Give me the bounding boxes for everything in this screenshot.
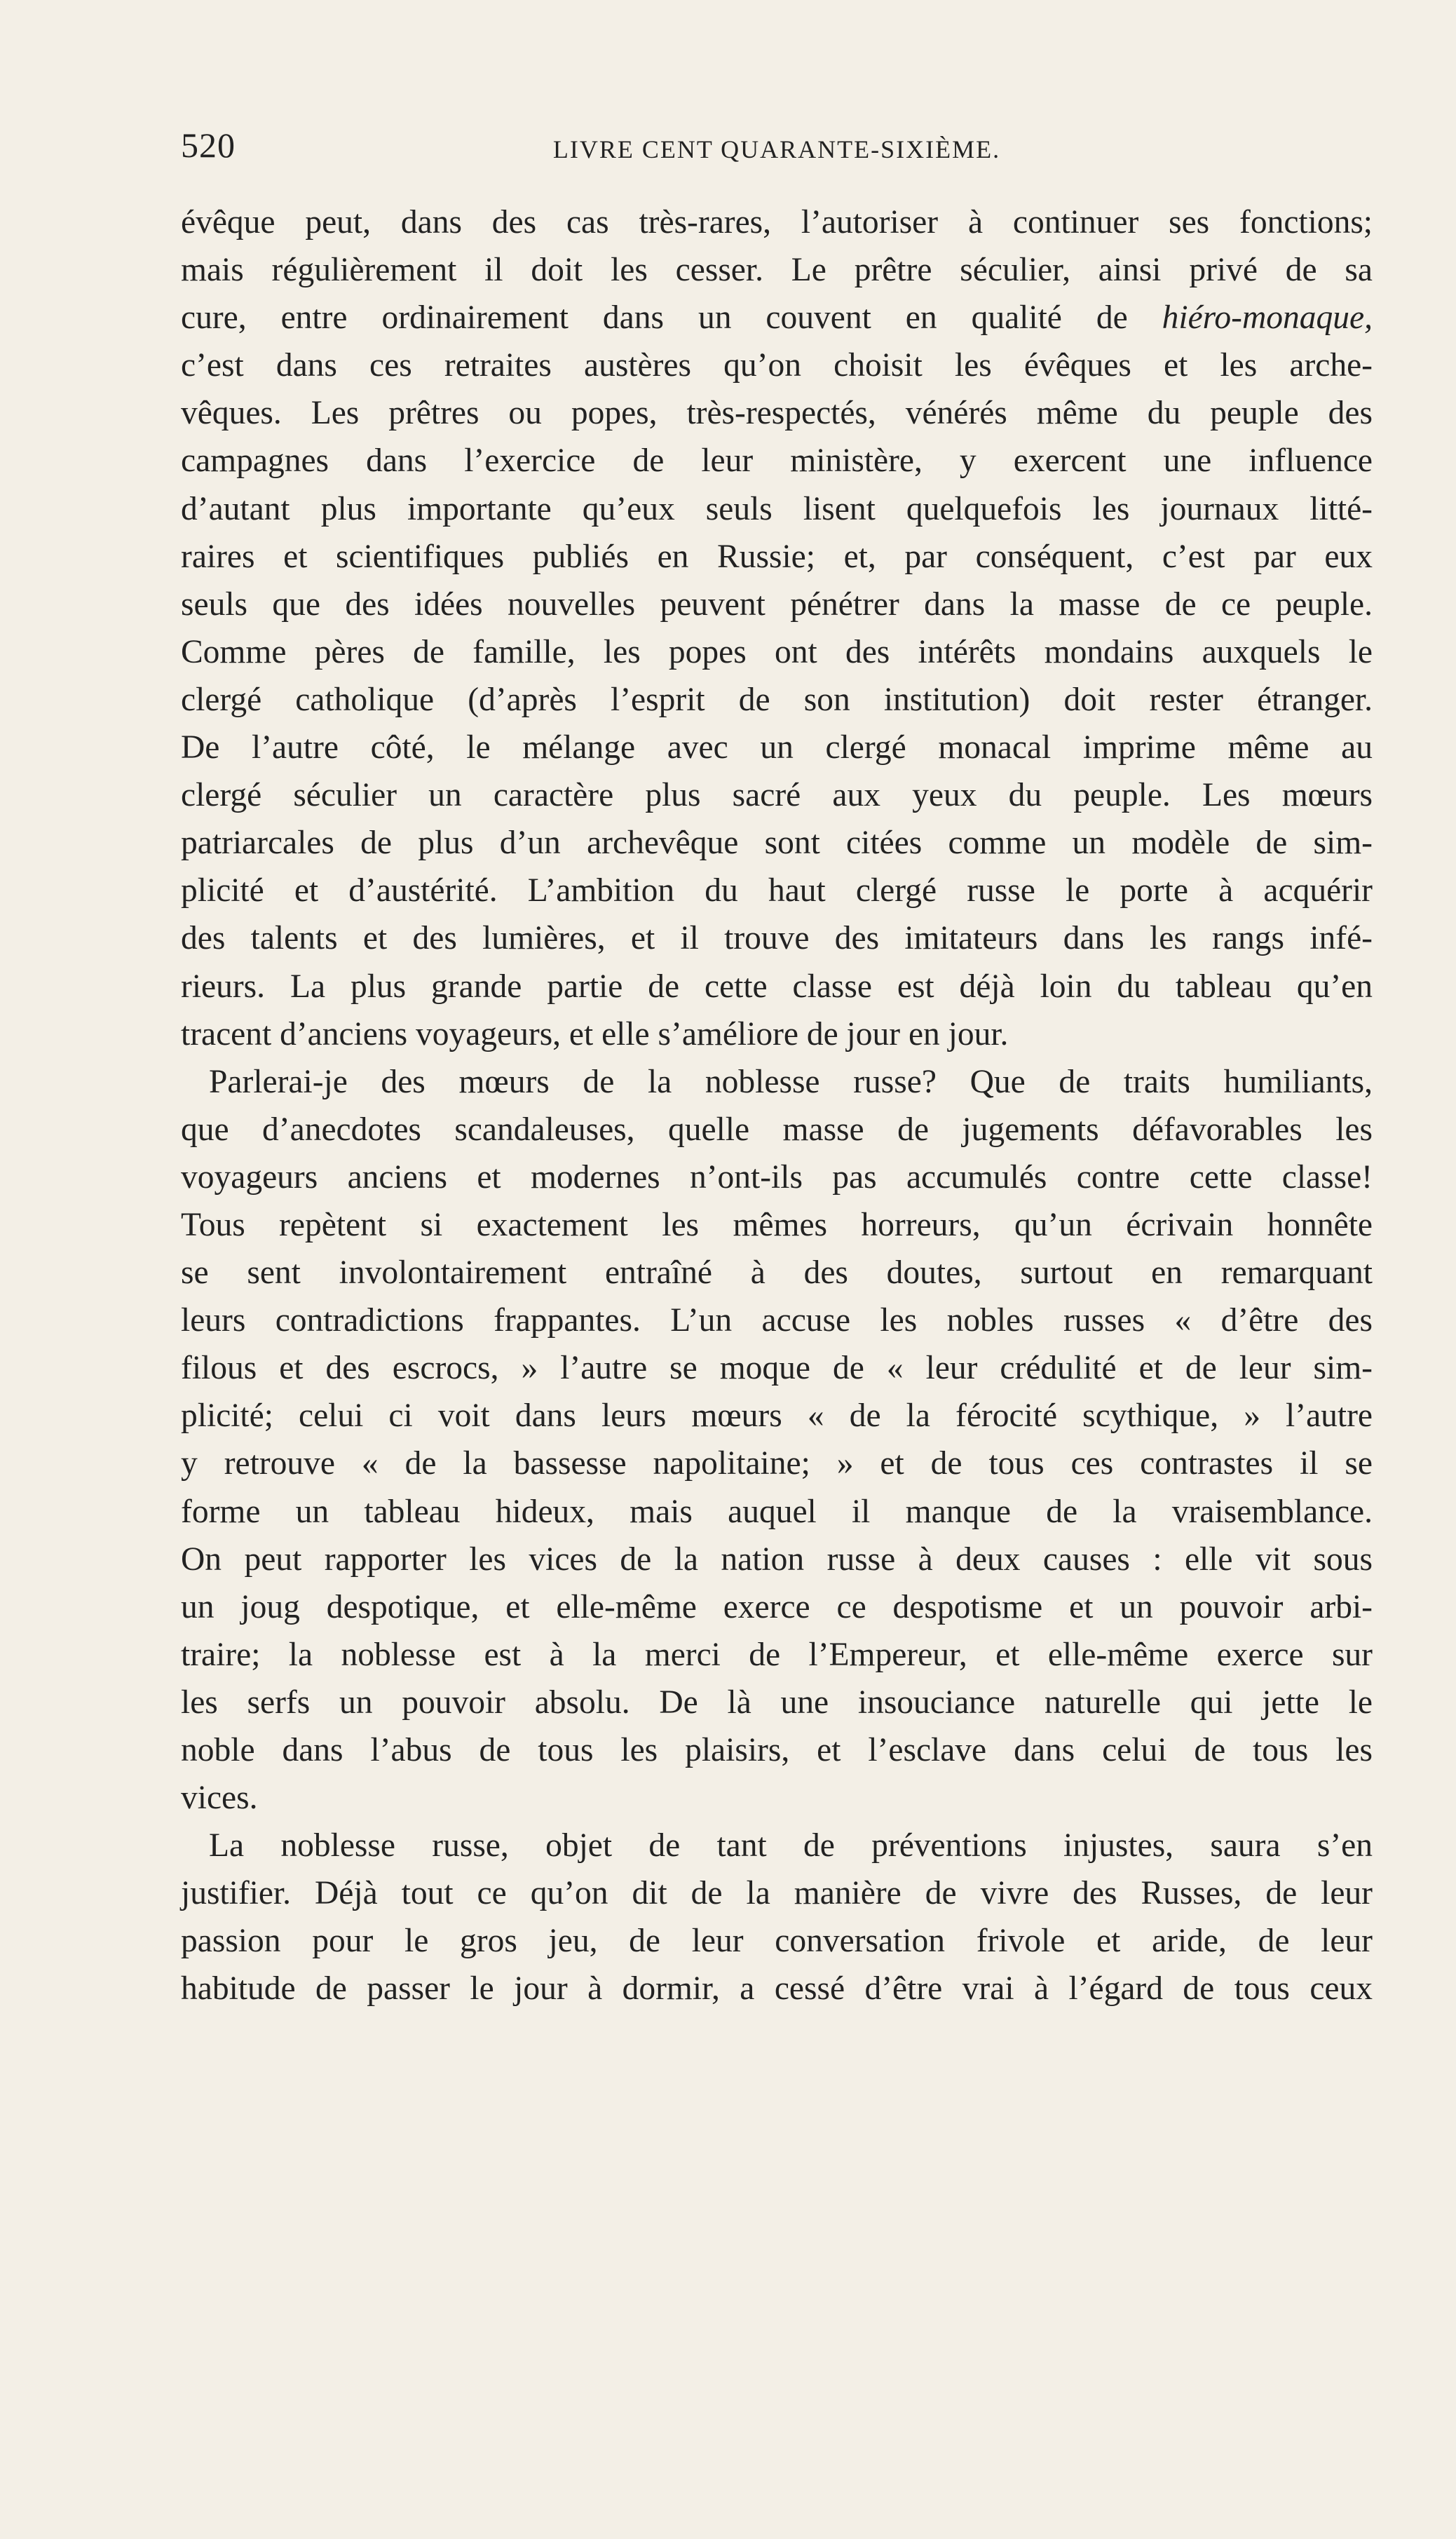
text-line: habitude de passer le jour à dormir, a cessé d’être vrai à l’égard de tous ceux — [181, 1970, 1373, 2007]
text-line: que d’anecdotes scandaleuses, quelle masse de jugements défavorables les — [181, 1111, 1373, 1148]
running-title: LIVRE CENT QUARANTE-SIXIÈME. — [552, 135, 1001, 163]
text-line: vices. — [181, 1780, 258, 1817]
text-line: patriarcales de plus d’un archevêque sont citées comme un modèle de sim- — [181, 825, 1373, 862]
text-line: passion pour le gros jeu, de leur conversation frivole et aride, de leur — [181, 1923, 1373, 1960]
text-line: Comme pères de famille, les popes ont des intérêts mondains auxquels le — [181, 633, 1373, 670]
text-line: raires et scientifiques publiés en Russie; et, par conséquent, c’est par eux — [181, 538, 1373, 575]
page-header — [181, 125, 1373, 174]
text-line: se sent involontairement entraîné à des doutes, surtout en remarquant — [181, 1254, 1373, 1292]
text-line: clergé catholique (d’après l’esprit de son institution) doit rester étranger. — [181, 681, 1373, 718]
text-line: campagnes dans l’exercice de leur ministère, y exercent une influence — [181, 442, 1373, 480]
text-line: plicité; celui ci voit dans leurs mœurs « de la férocité scythique, » l’autre — [181, 1397, 1373, 1435]
text-line: plicité et d’austérité. L’ambition du haut clergé russe le porte à acquérir — [181, 872, 1373, 909]
text-line: leurs contradictions frappantes. L’un accuse les nobles russes « d’être des — [181, 1302, 1373, 1339]
text-line: voyageurs anciens et modernes n’ont-ils pas accumulés contre cette classe! — [181, 1158, 1373, 1196]
page-number: 520 — [181, 126, 236, 165]
italic-term: hiéro-monaque, — [1162, 299, 1373, 337]
text-line: traire; la noblesse est à la merci de l’Empereur, et elle-même exerce sur — [181, 1636, 1373, 1673]
text-line: vêques. Les prêtres ou popes, très-respectés, vénérés même du peuple des — [181, 395, 1373, 432]
text-line: forme un tableau hideux, mais auquel il manque de la vraisemblance. — [181, 1493, 1373, 1530]
text-line: On peut rapporter les vices de la nation russe à deux causes : elle vit sous — [181, 1541, 1373, 1578]
text-line: les serfs un pouvoir absolu. De là une insouciance naturelle qui jette le — [181, 1684, 1373, 1721]
text-line: justifier. Déjà tout ce qu’on dit de la manière de vivre des Russes, de leur — [181, 1875, 1373, 1912]
text-line: rieurs. La plus grande partie de cette classe est déjà loin du tableau qu’en — [181, 968, 1373, 1005]
text-line: seuls que des idées nouvelles peuvent pénétrer dans la masse de ce peuple. — [181, 585, 1373, 623]
text-line: La noblesse russe, objet de tant de préventions injustes, saura s’en — [209, 1827, 1373, 1864]
text-line: y retrouve « de la bassesse napolitaine; » et de tous ces contrastes il se — [181, 1445, 1373, 1482]
text-line: mais régulièrement il doit les cesser. Le prêtre séculier, ainsi privé de sa — [181, 252, 1373, 289]
text-line: des talents et des lumières, et il trouve des imitateurs dans les rangs infé- — [181, 920, 1373, 957]
text-line: Parlerai-je des mœurs de la noblesse russe? Que de traits humiliants, — [209, 1063, 1373, 1100]
text-line: clergé séculier un caractère plus sacré aux yeux du peuple. Les mœurs — [181, 777, 1373, 814]
text-line: cure, entre ordinairement dans un couvent en qualité de hiéro-monaque, — [181, 299, 1373, 337]
text-line: De l’autre côté, le mélange avec un clergé monacal imprime même au — [181, 729, 1373, 766]
text-line: d’autant plus importante qu’eux seuls lisent quelquefois les journaux litté- — [181, 490, 1373, 527]
text-line: Tous repètent si exactement les mêmes horreurs, qu’un écrivain honnête — [181, 1206, 1373, 1243]
text-line: filous et des escrocs, » l’autre se moque de « leur crédulité et de leur sim- — [181, 1350, 1373, 1387]
text-line: c’est dans ces retraites austères qu’on choisit les évêques et les arche- — [181, 347, 1373, 384]
text-line: un joug despotique, et elle-même exerce ce despotisme et un pouvoir arbi- — [181, 1588, 1373, 1625]
text-line: évêque peut, dans des cas très-rares, l’autoriser à continuer ses fonctions; — [181, 204, 1373, 241]
text-line: tracent d’anciens voyageurs, et elle s’améliore de jour en jour. — [181, 1015, 1009, 1052]
text-line: noble dans l’abus de tous les plaisirs, et l’esclave dans celui de tous les — [181, 1732, 1373, 1768]
body-text — [181, 198, 1373, 2013]
